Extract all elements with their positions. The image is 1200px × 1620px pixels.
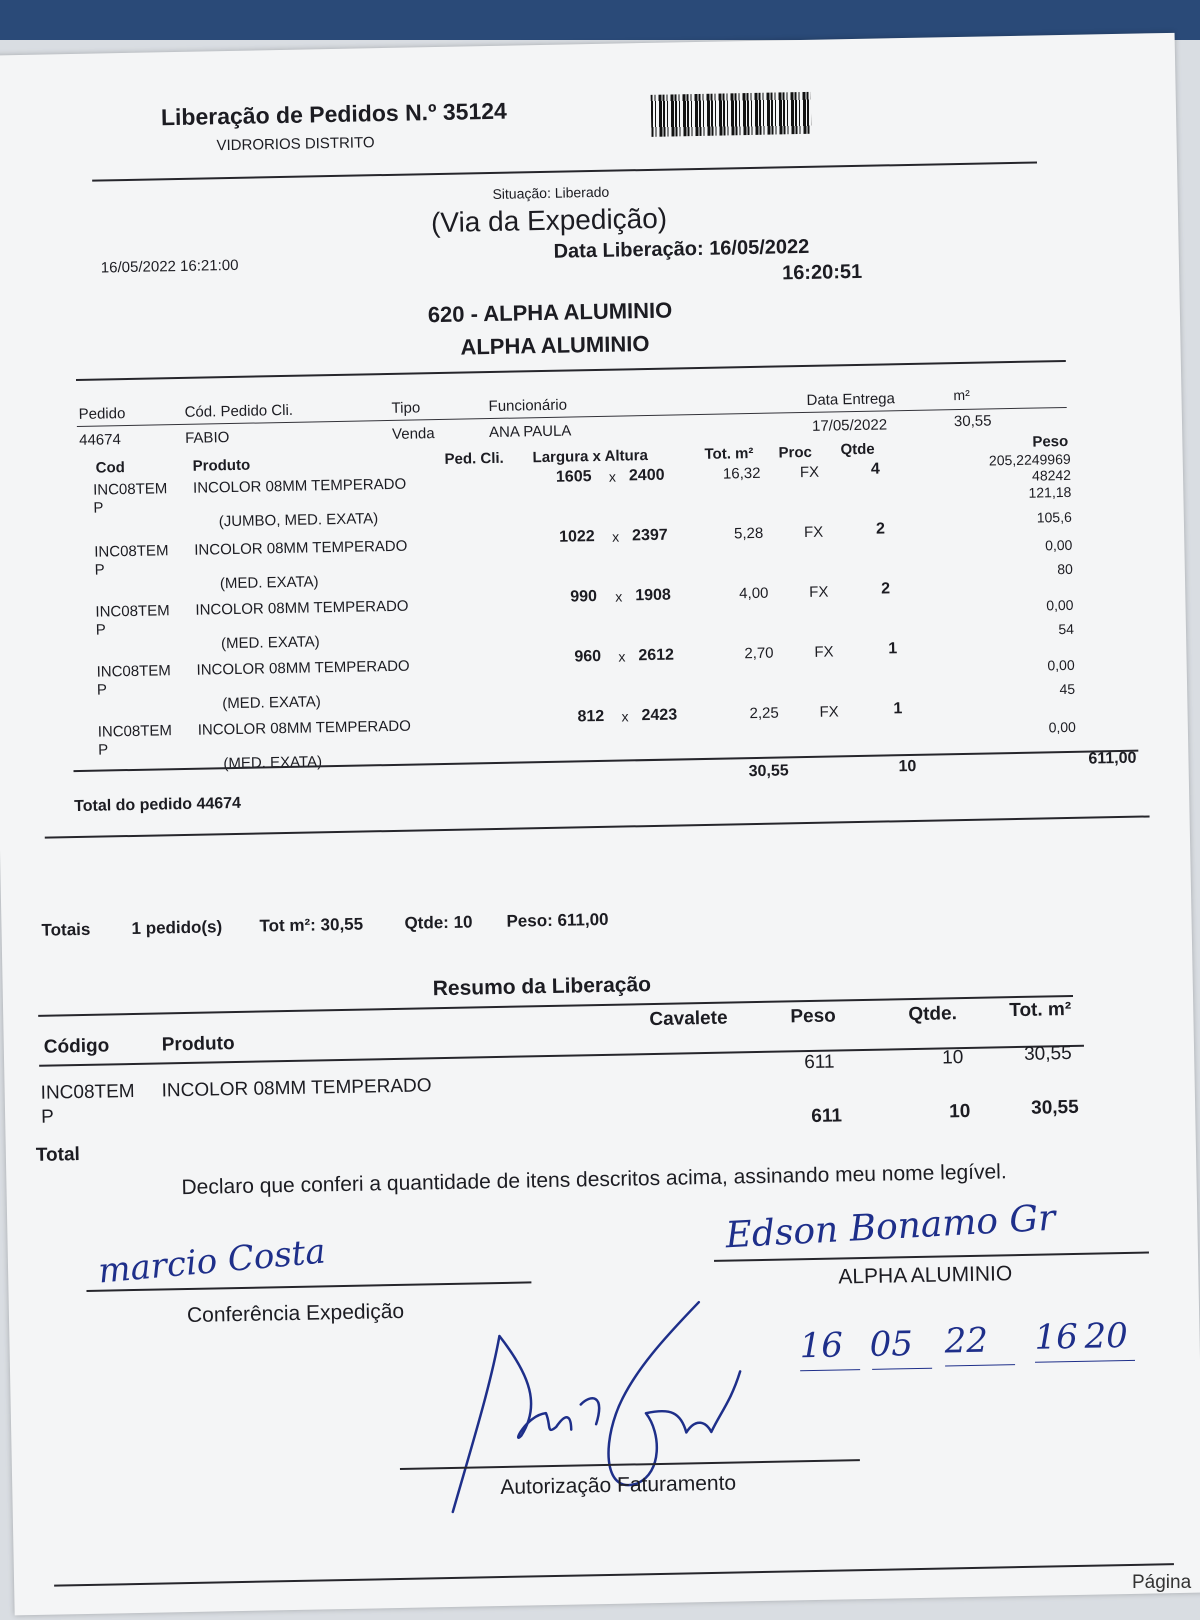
item-peso-b: 45 bbox=[1059, 680, 1076, 698]
item-cod: INC08TEM bbox=[94, 542, 169, 561]
item-proc: FX bbox=[814, 643, 834, 661]
item-cod-suffix: P bbox=[94, 561, 105, 579]
label-tipo: Tipo bbox=[391, 399, 421, 417]
value-m2: 30,55 bbox=[953, 412, 992, 431]
value-data-entrega: 17/05/2022 bbox=[811, 416, 888, 435]
item-qtde: 1 bbox=[888, 640, 898, 658]
col-proc: Proc bbox=[778, 443, 813, 462]
resumo-col-tot-m2: Tot. m² bbox=[1009, 998, 1072, 1022]
item-tot-m2: 5,28 bbox=[733, 524, 764, 543]
col-largura-altura: Largura x Altura bbox=[532, 447, 649, 467]
item-altura: 2423 bbox=[641, 706, 678, 725]
resumo-title: Resumo da Liberação bbox=[432, 973, 652, 1001]
item-qtde: 2 bbox=[875, 520, 886, 538]
item-obs: (MED. EXATA) bbox=[223, 753, 323, 773]
resumo-col-codigo: Código bbox=[43, 1035, 110, 1058]
order-total-qtde: 10 bbox=[898, 757, 917, 776]
resumo-produto: INCOLOR 08MM TEMPERADO bbox=[161, 1075, 432, 1102]
totais-pedidos: 1 pedido(s) bbox=[131, 917, 223, 939]
item-proc: FX bbox=[803, 523, 824, 542]
date-underline bbox=[800, 1369, 860, 1371]
item-peso-a: 0,00 bbox=[1048, 718, 1076, 736]
item-cod: INC08TEM bbox=[97, 722, 173, 741]
resumo-col-qtde: Qtde. bbox=[908, 1003, 958, 1026]
item-tot-m2: 16,32 bbox=[722, 464, 761, 483]
item-produto: INCOLOR 08MM TEMPERADO bbox=[196, 657, 410, 679]
item-cod-suffix: P bbox=[97, 741, 109, 759]
situacao-text: Situação: Liberado bbox=[492, 183, 610, 202]
resumo-tot-m2: 30,55 bbox=[1023, 1042, 1072, 1065]
item-proc: FX bbox=[819, 703, 839, 721]
totais-label: Totais bbox=[41, 919, 91, 940]
label-autorizacao-faturamento: Autorização Faturamento bbox=[500, 1471, 737, 1500]
printed-datetime: 16/05/2022 16:21:00 bbox=[100, 256, 239, 277]
item-peso-b: 54 bbox=[1058, 620, 1075, 638]
col-peso: Peso bbox=[1032, 432, 1069, 451]
resumo-codigo: INC08TEM bbox=[40, 1080, 135, 1104]
date-day: 16 bbox=[799, 1325, 844, 1367]
item-cod-suffix: P bbox=[93, 499, 104, 517]
item-altura: 2397 bbox=[631, 526, 668, 545]
item-tot-m2: 4,00 bbox=[739, 584, 769, 603]
col-ped-cli: Ped. Cli. bbox=[444, 449, 504, 468]
item-obs: (MED. EXATA) bbox=[219, 573, 319, 593]
col-tot-m2: Tot. m² bbox=[704, 444, 754, 463]
via-title: (Via da Expedição) bbox=[430, 202, 668, 239]
value-cod-pedido-cli: FABIO bbox=[184, 429, 230, 447]
item-obs: (MED. EXATA) bbox=[220, 633, 320, 653]
date-underline bbox=[1035, 1360, 1135, 1363]
resumo-col-cavalete: Cavalete bbox=[649, 1007, 728, 1031]
item-times: x bbox=[618, 648, 626, 665]
item-qtde: 2 bbox=[880, 580, 891, 598]
date-underline bbox=[945, 1364, 1015, 1366]
resumo-qtde: 10 bbox=[941, 1047, 964, 1069]
totais-m2: Tot m²: 30,55 bbox=[259, 914, 364, 936]
item-peso-b: 48242 bbox=[1031, 466, 1072, 484]
data-liberacao-time: 16:20:51 bbox=[781, 260, 863, 285]
item-produto: INCOLOR 08MM TEMPERADO bbox=[194, 537, 408, 559]
signature-conferencia: marcio Costa bbox=[96, 1231, 328, 1292]
item-largura: 812 bbox=[577, 707, 605, 726]
resumo-col-peso: Peso bbox=[790, 1005, 836, 1028]
resumo-codigo-suffix: P bbox=[40, 1106, 55, 1128]
item-largura: 1605 bbox=[555, 468, 592, 486]
signature-cliente: Edson Bonamo Gr bbox=[724, 1197, 1057, 1257]
item-produto: INCOLOR 08MM TEMPERADO bbox=[197, 717, 411, 739]
client-name: ALPHA ALUMINIO bbox=[460, 330, 650, 360]
label-alpha-aluminio: ALPHA ALUMINIO bbox=[838, 1262, 1013, 1289]
company-name: VIDRORIOS DISTRITO bbox=[216, 134, 375, 155]
item-produto: INCOLOR 08MM TEMPERADO bbox=[195, 597, 409, 619]
footer-rule bbox=[54, 1563, 1174, 1587]
label-funcionario: Funcionário bbox=[488, 396, 568, 416]
label-data-entrega: Data Entrega bbox=[806, 390, 896, 409]
header-divider bbox=[92, 161, 1037, 181]
resumo-total-peso: 611 bbox=[811, 1105, 843, 1127]
value-pedido: 44674 bbox=[78, 431, 122, 449]
date-minute: 20 bbox=[1084, 1315, 1129, 1357]
value-tipo: Venda bbox=[391, 425, 435, 443]
item-obs: (MED. EXATA) bbox=[222, 693, 322, 713]
resumo-total-tot-m2: 30,55 bbox=[1030, 1096, 1079, 1119]
item-peso-a: 0,00 bbox=[1044, 536, 1073, 554]
resumo-total-label: Total bbox=[35, 1144, 81, 1166]
item-qtde: 1 bbox=[893, 700, 903, 718]
resumo-peso: 611 bbox=[804, 1051, 835, 1074]
item-peso-a: 0,00 bbox=[1046, 596, 1074, 614]
client-code-name: 620 - ALPHA ALUMINIO bbox=[427, 297, 673, 328]
item-largura: 990 bbox=[570, 588, 598, 606]
item-times: x bbox=[608, 468, 617, 485]
item-peso-c: 121,18 bbox=[1028, 483, 1072, 501]
item-peso-b: 80 bbox=[1057, 560, 1073, 578]
order-total-label: Total do pedido 44674 bbox=[74, 794, 242, 816]
resumo-col-produto: Produto bbox=[161, 1033, 235, 1056]
item-times: x bbox=[621, 708, 629, 725]
document-title: Liberação de Pedidos N.º 35124 bbox=[160, 97, 508, 131]
item-altura: 2400 bbox=[628, 466, 665, 485]
label-pedido: Pedido bbox=[78, 405, 126, 423]
document-page bbox=[0, 33, 1200, 1616]
item-times: x bbox=[615, 588, 623, 605]
col-cod: Cod bbox=[95, 459, 126, 477]
date-underline bbox=[872, 1368, 932, 1370]
item-cod: INC08TEM bbox=[92, 480, 168, 499]
footer-pagina: Página bbox=[1132, 1572, 1192, 1593]
item-altura: 1908 bbox=[635, 586, 671, 605]
item-peso-a: 205,2249969 bbox=[988, 450, 1071, 469]
item-altura: 2612 bbox=[638, 646, 675, 665]
barcode bbox=[651, 92, 812, 137]
item-tot-m2: 2,25 bbox=[749, 704, 779, 723]
col-qtde: Qtde bbox=[840, 440, 875, 459]
item-cod-suffix: P bbox=[95, 621, 106, 639]
order-total-peso: 611,00 bbox=[1088, 749, 1137, 768]
order-divider bbox=[76, 360, 1066, 381]
totais-qtde: Qtde: 10 bbox=[404, 912, 473, 933]
item-peso-a: 0,00 bbox=[1047, 656, 1075, 674]
col-produto: Produto bbox=[192, 456, 251, 475]
item-produto: INCOLOR 08MM TEMPERADO bbox=[192, 475, 407, 497]
totais-peso: Peso: 611,00 bbox=[506, 909, 609, 931]
value-funcionario: ANA PAULA bbox=[488, 422, 572, 442]
item-peso-d: 105,6 bbox=[1036, 508, 1072, 526]
item-obs: (JUMBO, MED. EXATA) bbox=[218, 510, 379, 531]
label-m2: m² bbox=[953, 386, 970, 404]
declaration-text: Declaro que conferi a quantidade de itens descritos acima, assinando meu nome legível. bbox=[181, 1160, 1007, 1200]
date-month: 05 bbox=[869, 1324, 914, 1365]
resumo-total-qtde: 10 bbox=[949, 1100, 971, 1123]
label-cod-pedido-cli: Cód. Pedido Cli. bbox=[184, 401, 294, 421]
item-cod-suffix: P bbox=[96, 681, 108, 699]
date-hour: 16 bbox=[1034, 1316, 1079, 1358]
item-proc: FX bbox=[809, 583, 829, 601]
order-total-m2: 30,55 bbox=[748, 762, 789, 781]
item-cod: INC08TEM bbox=[96, 662, 171, 681]
order-end-rule bbox=[45, 815, 1150, 838]
item-qtde: 4 bbox=[870, 460, 880, 478]
item-cod: INC08TEM bbox=[95, 602, 170, 621]
item-tot-m2: 2,70 bbox=[744, 644, 774, 663]
date-year: 22 bbox=[944, 1320, 989, 1362]
data-liberacao: Data Liberação: 16/05/2022 bbox=[553, 235, 810, 263]
item-largura: 1022 bbox=[558, 528, 595, 546]
item-times: x bbox=[611, 528, 620, 545]
item-largura: 960 bbox=[574, 647, 602, 666]
label-conferencia-expedicao: Conferência Expedição bbox=[186, 1299, 405, 1328]
item-proc: FX bbox=[799, 463, 820, 482]
